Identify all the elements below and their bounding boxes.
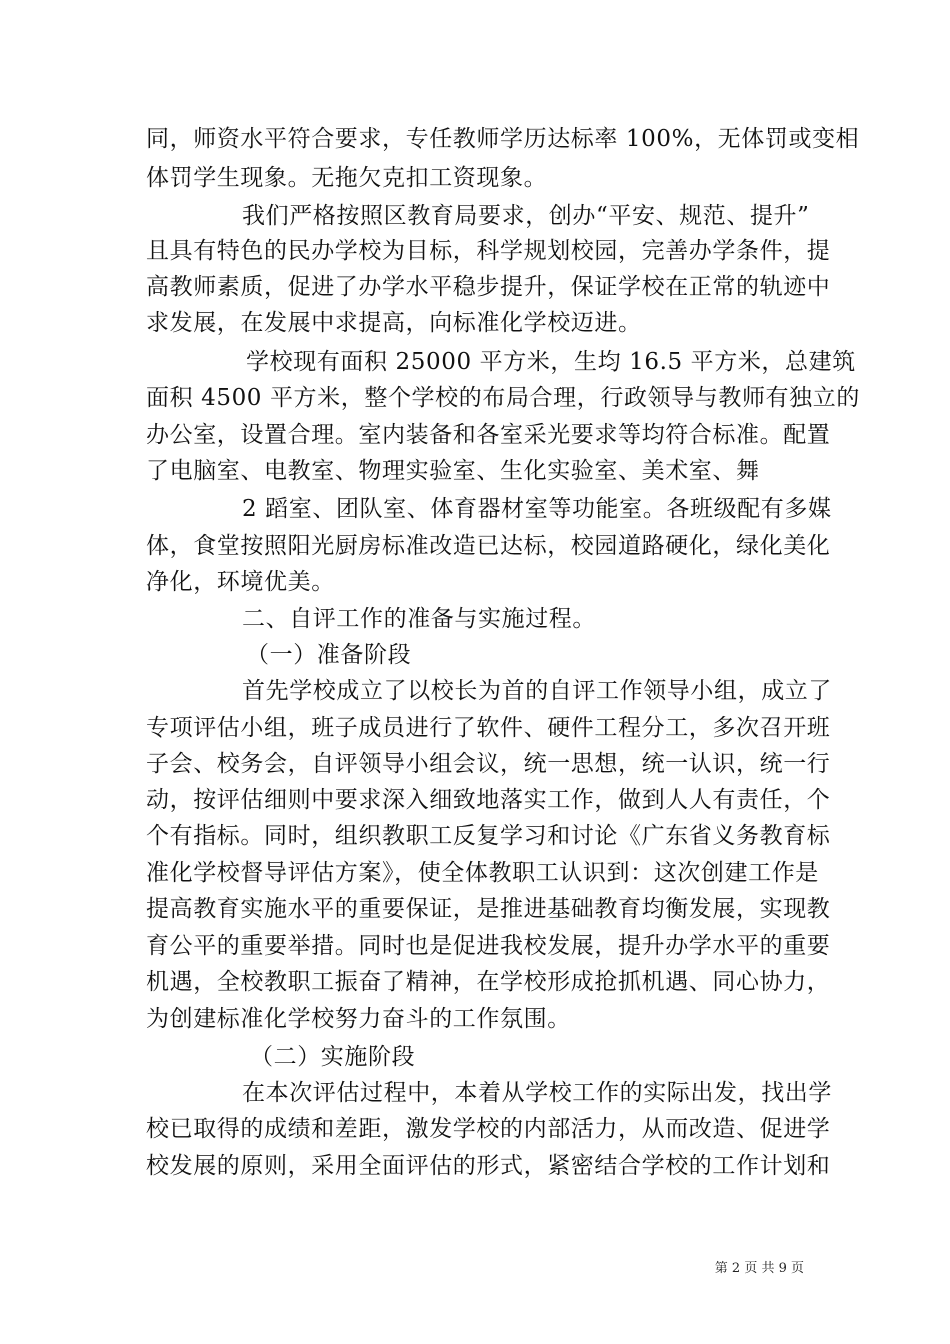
text-line: 个有指标。同时，组织教职工反复学习和讨论《广东省义务教育标 [146,823,831,849]
text-line: 我们严格按照区教育局要求，创办“平安、规范、提升” [242,203,810,229]
text-line: 机遇，全校教职工振奋了精神，在学校形成抢抓机遇、同心协力， [146,969,831,995]
text-line: 为创建标准化学校努力奋斗的工作氛围。 [146,1006,571,1032]
text-line: 体，食堂按照阳光厨房标准改造已达标，校园道路硬化，绿化美化 [146,533,831,559]
text-line: 办公室，设置合理。室内装备和各室采光要求等均符合标准。配置 [146,422,831,448]
text-line: 且具有特色的民办学校为目标，科学规划校园，完善办学条件，提 [146,238,831,264]
text-line: 准化学校督导评估方案》，使全体教职工认识到：这次创建工作是 [146,860,819,886]
text-line: 同，师资水平符合要求，专任教师学历达标率 100%，无体罚或变相 [146,126,860,152]
text-line: 校已取得的成绩和差距，激发学校的内部活力，从而改造、促进学 [146,1116,831,1142]
text-line: 学校现有面积 25000 平方米，生均 16.5 平方米，总建筑 [246,349,856,375]
text-line: 在本次评估过程中，本着从学校工作的实际出发，找出学 [242,1080,832,1106]
text-line: 子会、校务会，自评领导小组会议，统一思想，统一认识，统一行 [146,751,831,777]
text-line: 2 蹈室、团队室、体育器材室等功能室。各班级配有多媒 [242,496,832,522]
text-line: 动，按评估细则中要求深入细致地落实工作，做到人人有责任，个 [146,787,831,813]
text-line: 高教师素质，促进了办学水平稳步提升，保证学校在正常的轨迹中 [146,274,831,300]
section-heading: 二、自评工作的准备与实施过程。 [242,606,596,632]
text-line: 首先学校成立了以校长为首的自评工作领导小组，成立了 [242,678,832,704]
text-line: 求发展，在发展中求提高，向标准化学校迈进。 [146,310,642,336]
text-line: 专项评估小组，班子成员进行了软件、硬件工程分工，多次召开班 [146,715,831,741]
subsection-heading: （二）实施阶段 [250,1044,416,1070]
text-line: 了电脑室、电教室、物理实验室、生化实验室、美术室、舞 [146,458,760,484]
text-line: 育公平的重要举措。同时也是促进我校发展，提升办学水平的重要 [146,933,831,959]
text-line: 净化，环境优美。 [146,569,335,595]
text-line: 面积 4500 平方米，整个学校的布局合理，行政领导与教师有独立的 [146,385,860,411]
subsection-heading: （一）准备阶段 [246,642,412,668]
text-line: 提高教育实施水平的重要保证，是推进基础教育均衡发展，实现教 [146,896,831,922]
page-number-footer: 第 2 页 共 9 页 [714,1261,804,1276]
text-line: 校发展的原则，采用全面评估的形式，紧密结合学校的工作计划和 [146,1153,831,1179]
text-line: 体罚学生现象。无拖欠克扣工资现象。 [146,165,548,191]
